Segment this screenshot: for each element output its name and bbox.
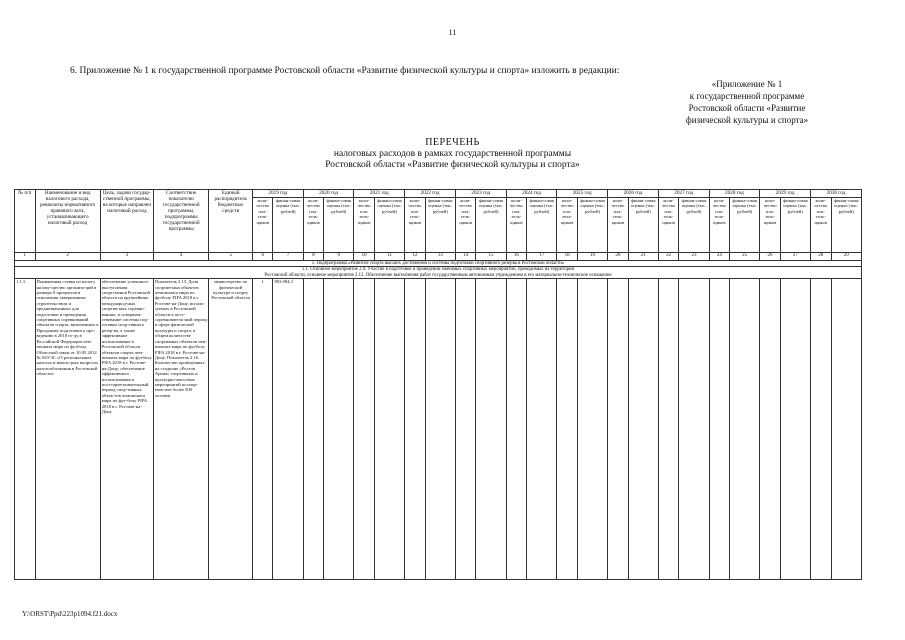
year-header: 2029 год xyxy=(760,190,811,198)
header-count: коли-чество пла-тель-щиков xyxy=(608,198,629,253)
subtitle-line: налоговых расходов в рамках государственной программы xyxy=(333,149,572,159)
empty-cell xyxy=(303,279,324,580)
section-subprogram: 1. Подпрограмма «Развитие спорта высших достижений и системы подготовки спортивного резерва в Ростовской области» xyxy=(15,261,862,267)
column-number: 5 xyxy=(209,253,252,261)
header-fin: финан-совая оценка (тыс. рублей) xyxy=(476,198,506,253)
year-header: 2023 год xyxy=(455,190,506,198)
year-header: 2027 год xyxy=(658,190,709,198)
header-count: коли-чество пла-тель-щиков xyxy=(506,198,527,253)
empty-cell xyxy=(476,279,506,580)
column-number: 14 xyxy=(455,253,476,261)
appendix-line: «Приложение № 1 xyxy=(711,79,783,89)
column-number: 3 xyxy=(100,253,153,261)
row-count-2019: 1 xyxy=(252,279,273,580)
year-header: 2024 год xyxy=(506,190,557,198)
empty-cell xyxy=(354,279,375,580)
empty-cell xyxy=(679,279,709,580)
column-number: 26 xyxy=(760,253,781,261)
empty-cell xyxy=(658,279,679,580)
table-row xyxy=(15,279,862,580)
empty-cell xyxy=(780,279,810,580)
column-number: 7 xyxy=(273,253,303,261)
empty-cell xyxy=(831,279,861,580)
empty-cell xyxy=(506,279,527,580)
header-fin: финан-совая оценка (тыс. рублей) xyxy=(679,198,709,253)
empty-cell xyxy=(557,279,578,580)
appendix-header xyxy=(672,78,822,126)
column-number: 4 xyxy=(153,253,209,261)
column-number: 15 xyxy=(476,253,506,261)
column-number: 23 xyxy=(679,253,709,261)
column-number: 28 xyxy=(811,253,832,261)
header-count: коли-чество пла-тель-щиков xyxy=(303,198,324,253)
section-main-activity xyxy=(15,267,862,279)
header-count: коли-чество пла-тель-щиков xyxy=(557,198,578,253)
row-num: 1.1.1. xyxy=(15,279,36,580)
column-number: 18 xyxy=(557,253,578,261)
column-number: 29 xyxy=(831,253,861,261)
header-fin: финан-совая оценка (тыс. рублей) xyxy=(577,198,607,253)
column-number: 8 xyxy=(303,253,324,261)
header-count: коли-чество пла-тель-щиков xyxy=(354,198,375,253)
header-count: коли-чество пла-тель-щиков xyxy=(760,198,781,253)
header-count: коли-чество пла-тель-щиков xyxy=(252,198,273,253)
column-number: 13 xyxy=(425,253,455,261)
column-number: 22 xyxy=(658,253,679,261)
header-fin: финан-совая оценка (тыс. рублей) xyxy=(780,198,810,253)
header-administrator: Единый распорядитель бюджетных средств xyxy=(209,190,252,253)
year-header: 2026 год xyxy=(608,190,659,198)
header-fin: финан-совая оценка (тыс. рублей) xyxy=(527,198,557,253)
empty-cell xyxy=(608,279,629,580)
column-number: 2 xyxy=(35,253,100,261)
empty-cell xyxy=(709,279,730,580)
column-number: 11 xyxy=(374,253,404,261)
empty-cell xyxy=(455,279,476,580)
header-fin: финан-совая оценка (тыс. рублей) xyxy=(324,198,354,253)
intro-text: 6. Приложение № 1 к государственной программе Ростовской области «Развитие физической культуры и спорта» изложить в редакции: xyxy=(70,66,620,76)
year-header: 2020 год xyxy=(303,190,354,198)
year-header: 2025 год xyxy=(557,190,608,198)
appendix-line: Ростовской области «Развитие xyxy=(688,103,806,113)
header-fin: финан-совая оценка (тыс. рублей) xyxy=(273,198,303,253)
document-subtitle xyxy=(0,149,905,171)
header-fin: финан-совая оценка (тыс. рублей) xyxy=(374,198,404,253)
header-count: коли-чество пла-тель-щиков xyxy=(658,198,679,253)
row-administrator: министерство по физической культуре и спорту Ростовской области xyxy=(209,279,252,580)
empty-cell xyxy=(628,279,658,580)
subtitle-line: Ростовской области «Развитие физической культуры и спорта» xyxy=(325,160,580,170)
year-header: 2030 год xyxy=(811,190,862,198)
row-indicator: Показатель 2.13. Доля спортив-ных объектов чемпионата мира по футболу FIFA 2018 в г. Ростове-на-Дону, исполь-зуемых в Ростовской области в пост-соревнователь-ный период в сфере физической культуры и спорта, в общем количестве спортивных объектов чем-пионата мира по футболу FIFA 2018 в г. Ростове-на-Дону. Показатель 2.16. Количество проведенных на стадионе «Ростов Арена» спортивных и культурно-массовых мероприятий посеща-емостью более 500 человек xyxy=(153,279,209,580)
header-fin: финан-совая оценка (тыс. рублей) xyxy=(730,198,760,253)
section-row xyxy=(15,267,862,279)
column-number: 25 xyxy=(730,253,760,261)
header-goal: Цель, задачи государ-ственной программы, на которые направлен налоговый расход xyxy=(100,190,153,253)
year-header: 2022 год xyxy=(405,190,456,198)
column-number: 9 xyxy=(324,253,354,261)
empty-cell xyxy=(811,279,832,580)
empty-cell xyxy=(760,279,781,580)
header-indicator: Соответствие показателю государственной программы, подпрограммы государственной программы xyxy=(153,190,209,253)
appendix-line: физической культуры и спорта» xyxy=(685,115,809,125)
header-count: коли-чество пла-тель-щиков xyxy=(405,198,426,253)
file-path-footer: Y:\ORST\Ppd\223p1094.f21.docx xyxy=(22,610,118,618)
year-header: 2028 год xyxy=(709,190,760,198)
column-number: 12 xyxy=(405,253,426,261)
year-header: 2019 год xyxy=(252,190,303,198)
column-number: 27 xyxy=(780,253,810,261)
section-line: 1.1. Основное мероприятие 2.9. Участие в подготовке и проведении значимых спортивных мероприятий, проводимых на территории xyxy=(301,267,575,273)
column-number: 24 xyxy=(709,253,730,261)
header-name: Наименование и вид налогового расхода, реквизиты нормативного правового акта, устанавливающего налоговый расход xyxy=(35,190,100,253)
empty-cell xyxy=(730,279,760,580)
header-count: коли-чество пла-тель-щиков xyxy=(709,198,730,253)
row-name: Пониженная ставка по налогу на иму-щество организа-ций в размере 0 процентов в отношении завершенных строительством и предназначенных для подготовки и проведения спортивных соревнований объектов спорта, включенных в Программу подготовки к про-ведению в 2018 го-ду в Российской Федерации чем-пионата мира по футболу. Областной закон от 10.05.2012 № 843-ЗС «О региональных налогах и некото-рых вопросах налогообложения в Ростовской области» xyxy=(35,279,100,580)
section-line: Ростовской области, основное мероприятие 2.12. Обеспечение выполнения работ государственным автономным учреждением в его материально-техническое оснащение xyxy=(264,272,612,278)
row-goal: обеспечение успешного выступления спортсменов Ростовской области на крупнейших международ-ных спортив-ных соревно-ваниях, и совершен-ствование системы под-готовки спор-тивного резер-ва, а также эффективное использование в Ростовской области объектов спорта чем-пионата мира по футболу FIFA 2018 в г. Ростове-на-Дону; обеспечение эффективного использования в постсорев-новательный период спор-тивных объек-тов чемпионата мира по фут-болу FIFA 2018 в г. Ростове-на-Дону xyxy=(100,279,153,580)
column-number: 21 xyxy=(628,253,658,261)
column-number: 17 xyxy=(527,253,557,261)
header-count: коли-чество пла-тель-щиков xyxy=(811,198,832,253)
tax-expenditure-table xyxy=(14,189,862,580)
header-count: коли-чество пла-тель-щиков xyxy=(455,198,476,253)
column-number-row xyxy=(15,253,862,261)
document-title: ПЕРЕЧЕНЬ xyxy=(425,137,480,148)
header-fin: финан-совая оценка (тыс. рублей) xyxy=(628,198,658,253)
year-header: 2021 год xyxy=(354,190,405,198)
empty-cell xyxy=(425,279,455,580)
column-number: 19 xyxy=(577,253,607,261)
empty-cell xyxy=(527,279,557,580)
column-number: 6 xyxy=(252,253,273,261)
column-number: 10 xyxy=(354,253,375,261)
header-fin: финан-совая оценка (тыс. рублей) xyxy=(831,198,861,253)
header-num: № п/п xyxy=(15,190,36,253)
empty-cell xyxy=(405,279,426,580)
empty-cell xyxy=(374,279,404,580)
header-fin: финан-совая оценка (тыс. рублей) xyxy=(425,198,455,253)
appendix-line: к государственной программе xyxy=(689,91,805,101)
year-header-row xyxy=(15,190,862,198)
column-number: 16 xyxy=(506,253,527,261)
column-number: 20 xyxy=(608,253,629,261)
column-number: 1 xyxy=(15,253,36,261)
page-number: 11 xyxy=(448,28,457,37)
row-fin-2019: 803 084,3 xyxy=(273,279,303,580)
empty-cell xyxy=(324,279,354,580)
empty-cell xyxy=(577,279,607,580)
